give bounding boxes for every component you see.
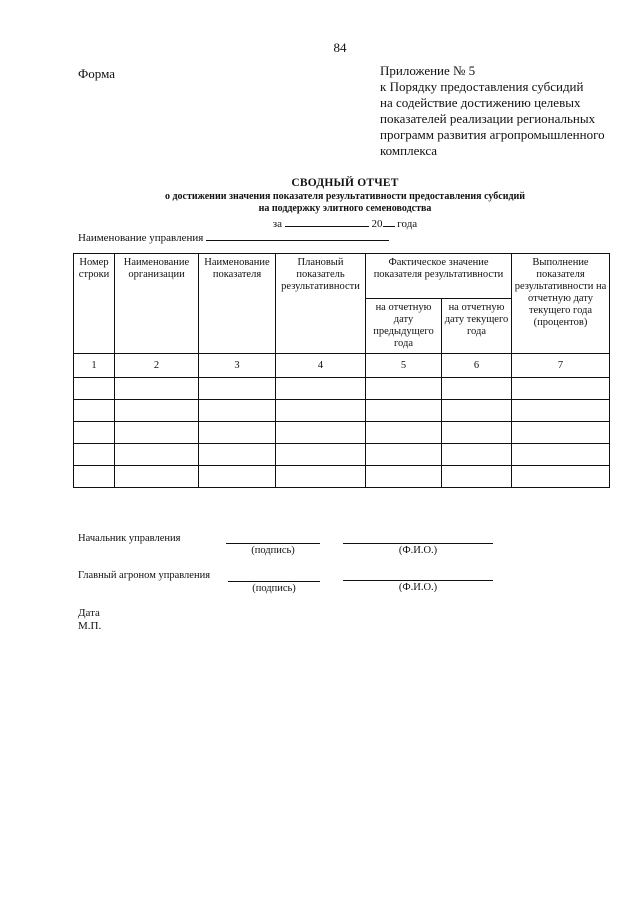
table-cell[interactable] (442, 400, 512, 422)
report-title: СВОДНЫЙ ОТЧЕТ (291, 177, 399, 189)
table-cell[interactable] (512, 444, 610, 466)
table-cell[interactable] (276, 466, 366, 488)
table-cell[interactable] (74, 422, 115, 444)
name-caption: (Ф.И.О.) (398, 545, 438, 556)
header-row-number: Номер строки (74, 254, 115, 354)
report-period (0, 216, 640, 230)
table-cell[interactable] (115, 378, 199, 400)
table-row (74, 466, 610, 488)
signature-caption: (подпись) (251, 545, 295, 556)
stamp-label: М.П. (78, 620, 102, 632)
header-fulfillment: Выполнение показателя результативности на отчетную дату текущего года (процентов) (512, 254, 610, 354)
table-cell[interactable] (276, 378, 366, 400)
header-org-name: Наименование организации (115, 254, 199, 354)
year-prefix: 20 (371, 218, 383, 230)
report-subtitle (0, 191, 640, 215)
column-number-row (74, 354, 610, 378)
appendix-line: к Порядку предоставления субсидий (380, 79, 584, 94)
table-row (74, 444, 610, 466)
table-cell[interactable] (115, 444, 199, 466)
table-cell[interactable] (199, 444, 276, 466)
column-number: 4 (276, 354, 366, 378)
table-cell[interactable] (276, 444, 366, 466)
appendix-block (380, 63, 605, 159)
table-cell[interactable] (442, 422, 512, 444)
table-row (74, 378, 610, 400)
head-name-line[interactable] (343, 542, 493, 544)
year-blank[interactable] (383, 216, 395, 227)
column-number: 1 (74, 354, 115, 378)
column-number: 5 (366, 354, 442, 378)
table-cell[interactable] (199, 466, 276, 488)
table-cell[interactable] (366, 400, 442, 422)
department-label: Наименование управления (78, 232, 204, 244)
agronomist-signature-label: Главный агроном управления (78, 570, 211, 581)
date-label: Дата (78, 607, 100, 619)
table-cell[interactable] (512, 378, 610, 400)
page-number: 84 (333, 40, 347, 55)
table-cell[interactable] (199, 400, 276, 422)
table-cell[interactable] (74, 400, 115, 422)
appendix-line: комплекса (380, 143, 438, 158)
department-field (78, 229, 389, 244)
name-caption: (Ф.И.О.) (398, 582, 438, 593)
table-cell[interactable] (512, 466, 610, 488)
header-actual-curr: на отчетную дату текущего года (442, 299, 512, 354)
appendix-line: Приложение № 5 (380, 63, 476, 78)
table-cell[interactable] (199, 422, 276, 444)
table-cell[interactable] (115, 466, 199, 488)
year-suffix: года (397, 218, 418, 230)
report-table (73, 253, 610, 488)
header-actual-prev: на отчетную дату предыдущего года (366, 299, 442, 354)
column-number: 7 (512, 354, 610, 378)
header-indicator-name: Наименование показателя (199, 254, 276, 354)
signature-caption: (подпись) (252, 583, 296, 594)
appendix-line: программ развития агропромышленного (380, 127, 605, 142)
table-cell[interactable] (442, 444, 512, 466)
subtitle-line: о достижении значения показателя результативности предоставления субсидий (164, 191, 526, 202)
head-signature-line[interactable] (226, 542, 320, 544)
table-cell[interactable] (442, 466, 512, 488)
appendix-line: на содействие достижению целевых (380, 95, 581, 110)
table-cell[interactable] (366, 422, 442, 444)
table-cell[interactable] (366, 444, 442, 466)
date-stamp-block (78, 607, 101, 633)
appendix-line: показателей реализации региональных (380, 111, 596, 126)
agronomist-name-line[interactable] (343, 579, 493, 581)
table-cell[interactable] (366, 378, 442, 400)
table-cell[interactable] (199, 378, 276, 400)
table-cell[interactable] (115, 422, 199, 444)
column-number: 3 (199, 354, 276, 378)
form-label: Форма (78, 66, 115, 81)
table-cell[interactable] (366, 466, 442, 488)
header-planned: Плановый показатель результативности (276, 254, 366, 354)
period-blank[interactable] (285, 216, 369, 227)
table-cell[interactable] (276, 422, 366, 444)
department-blank[interactable] (206, 229, 389, 241)
table-cell[interactable] (74, 444, 115, 466)
table-row (74, 400, 610, 422)
subtitle-line: на поддержку элитного семеноводства (258, 203, 432, 214)
table-cell[interactable] (74, 466, 115, 488)
agronomist-signature-line[interactable] (228, 580, 320, 582)
table-row (74, 422, 610, 444)
column-number: 6 (442, 354, 512, 378)
table-cell[interactable] (512, 422, 610, 444)
head-signature-label: Начальник управления (78, 533, 181, 544)
table-cell[interactable] (442, 378, 512, 400)
header-row (74, 254, 610, 299)
table-cell[interactable] (74, 378, 115, 400)
table-cell[interactable] (276, 400, 366, 422)
column-number: 2 (115, 354, 199, 378)
period-prefix: за (272, 218, 283, 230)
header-actual: Фактическое значение показателя результативности (366, 254, 512, 299)
table-cell[interactable] (512, 400, 610, 422)
table-cell[interactable] (115, 400, 199, 422)
